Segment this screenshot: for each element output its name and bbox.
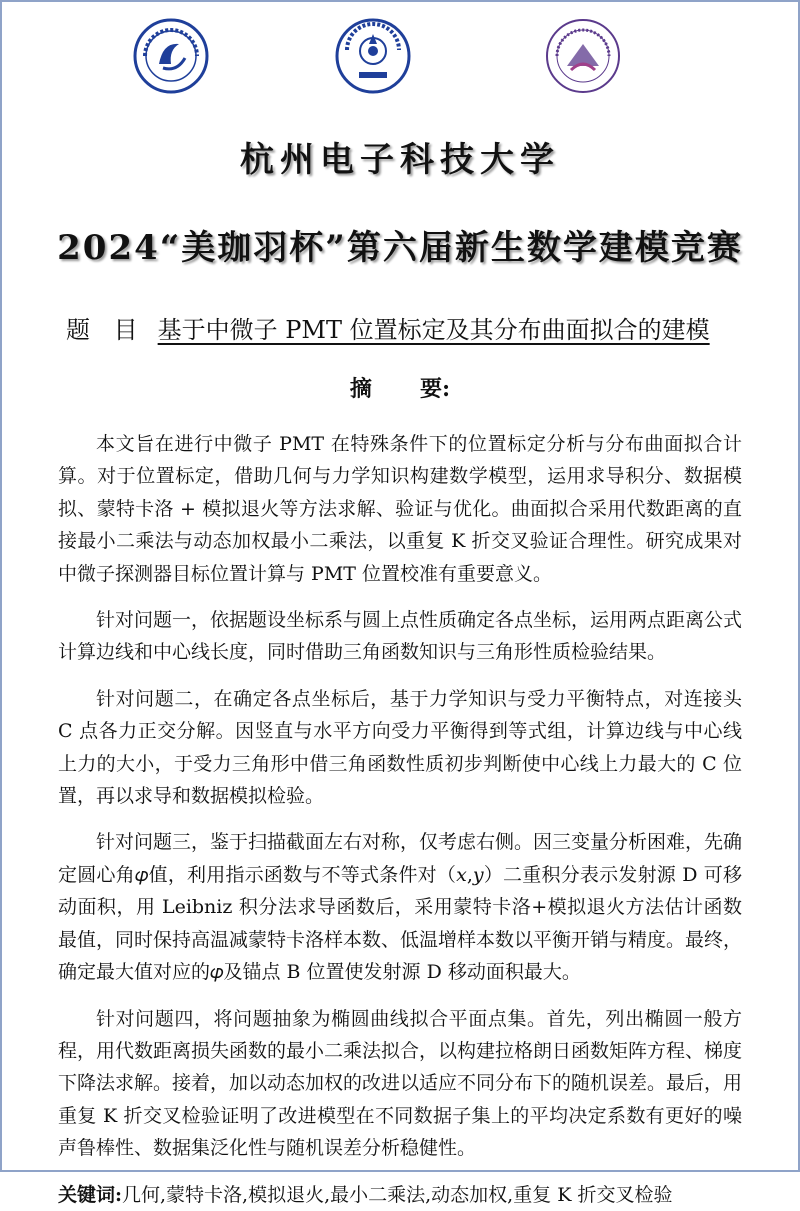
abstract-heading-part2: 要: [419, 376, 451, 402]
modeling-association-seal [545, 18, 621, 94]
abstract-paragraph-problem-4: 针对问题四，将问题抽象为椭圆曲线拟合平面点集。首先，列出椭圆一般方程，用代数距离损失函数的最小二乘法拟合，以构建拉格朗日函数矩阵方程、梯度下降法求解。接着，加以动态加权的改进以适应不同分布下的随机误差。最后，用重复 K 折交叉检验证明了改进模型在不同数据子集上的平均决定系数有更好的噪声鲁棒性、数据集泛化性与随机误差分析稳健性。 [58, 1007, 743, 1160]
school-of-science-seal [335, 18, 411, 94]
abstract-paragraph-problem-1: 针对问题一，依据题设坐标系与圆上点性质确定各点坐标，运用两点距离公式计算边线和中心线长度，同时借助三角函数知识与三角形性质检验结果。 [58, 609, 743, 664]
university-title: 杭州电子科技大学 [240, 140, 560, 180]
hdu-university-seal [133, 18, 209, 94]
topic-label: 题 目 [66, 316, 146, 344]
abstract-heading-part1: 摘 [349, 376, 372, 402]
abstract-heading [0, 372, 800, 403]
topic-text: 基于中微子 PMT 位置标定及其分布曲面拟合的建模 [157, 316, 710, 344]
abstract-paragraph-problem-2: 针对问题二，在确定各点坐标后，基于力学知识与受力平衡特点，对连接头 C 点各力正交分解。因竖直与水平方向受力平衡得到等式组，计算边线与中心线上力的大小，于受力三角形中借三角函数性质初步判断使中心线上力最大的 C 位置，再以求导和数据模拟检验。 [58, 687, 742, 808]
topic-row [66, 310, 786, 345]
abstract-paragraph-problem-3: 针对问题三，鉴于扫描截面左右对称，仅考虑右侧。因三变量分析困难，先确定圆心角𝜑值，利用指示函数与不等式条件对（𝑥,𝑦）二重积分表示发射源 D 可移动面积，用 Leibniz 积分法求导函数后，采用蒙特卡洛+模拟退火方法估计函数最值，同时保持高温减蒙特卡洛样本数、低温增样本数以平衡开销与精度。最终，确定最大值对应的𝜑及锚点 B 位置使发射源 D 移动面积最大。 [58, 831, 743, 984]
contest-title: 2024“美珈羽杯”第六届新生数学建模竞赛 [57, 228, 743, 268]
keywords-text: 几何,蒙特卡洛,模拟退火,最小二乘法,动态加权,重复 K 折交叉检验 [122, 1183, 673, 1206]
keywords [58, 1179, 742, 1211]
keywords-label: 关键词: [58, 1183, 123, 1206]
abstract-body [58, 428, 742, 1211]
logo-row [0, 18, 800, 108]
abstract-paragraph-intro: 本文旨在进行中微子 PMT 在特殊条件下的位置标定分析与分布曲面拟合计算。对于位置标定，借助几何与力学知识构建数学模型，运用求导积分、数据模拟、蒙特卡洛 + 模拟退火等方法求解、验证与优化。曲面拟合采用代数距离的直接最小二乘法与动态加权最小二乘法，以重复 K 折交叉验证合理性。研究成果对中微子探测器目标位置计算与 PMT 位置校准有重要意义。 [58, 433, 742, 585]
